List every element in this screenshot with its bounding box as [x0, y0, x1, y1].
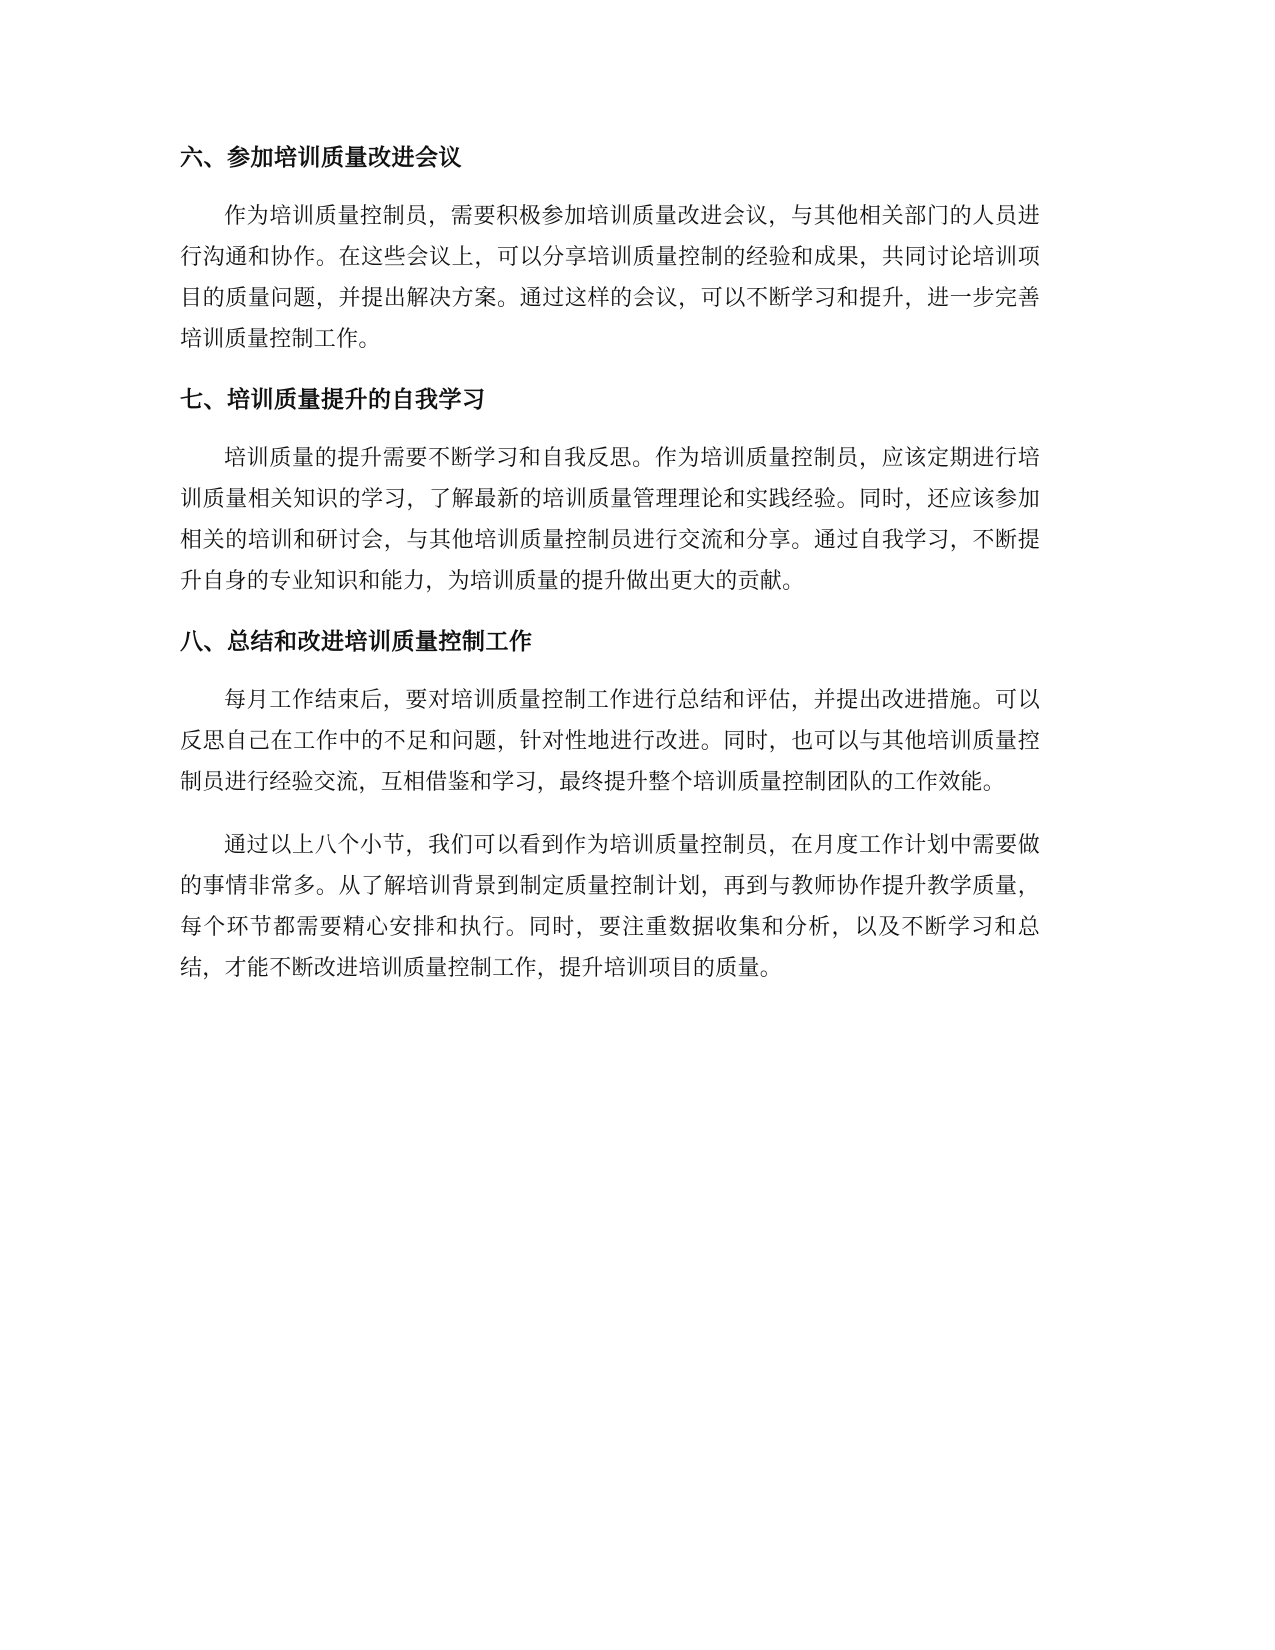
section-7 [180, 382, 1040, 602]
section-heading: 七、培训质量提升的自我学习 [180, 387, 486, 413]
document-page [180, 140, 1040, 1011]
paragraph: 作为培训质量控制员，需要积极参加培训质量改进会议，与其他相关部门的人员进行沟通和协作。在这些会议上，可以分享培训质量控制的经验和成果，共同讨论培训项目的质量问题，并提出解决方案。通过这样的会议，可以不断学习和提升，进一步完善培训质量控制工作。 [180, 204, 1040, 352]
section-6 [180, 140, 1040, 360]
conclusion-paragraph: 通过以上八个小节，我们可以看到作为培训质量控制员，在月度工作计划中需要做的事情非常多。从了解培训背景到制定质量控制计划，再到与教师协作提升教学质量，每个环节都需要精心安排和执行。同时，要注重数据收集和分析，以及不断学习和总结，才能不断改进培训质量控制工作，提升培训项目的质量。 [180, 833, 1040, 981]
paragraph: 每月工作结束后，要对培训质量控制工作进行总结和评估，并提出改进措施。可以反思自己在工作中的不足和问题，针对性地进行改进。同时，也可以与其他培训质量控制员进行经验交流，互相借鉴和学习，最终提升整个培训质量控制团队的工作效能。 [180, 688, 1040, 795]
section-heading: 八、总结和改进培训质量控制工作 [180, 629, 533, 655]
section-8 [180, 624, 1040, 989]
paragraph: 培训质量的提升需要不断学习和自我反思。作为培训质量控制员，应该定期进行培训质量相关知识的学习，了解最新的培训质量管理理论和实践经验。同时，还应该参加相关的培训和研讨会，与其他培训质量控制员进行交流和分享。通过自我学习，不断提升自身的专业知识和能力，为培训质量的提升做出更大的贡献。 [180, 446, 1040, 594]
section-heading: 六、参加培训质量改进会议 [180, 145, 462, 171]
